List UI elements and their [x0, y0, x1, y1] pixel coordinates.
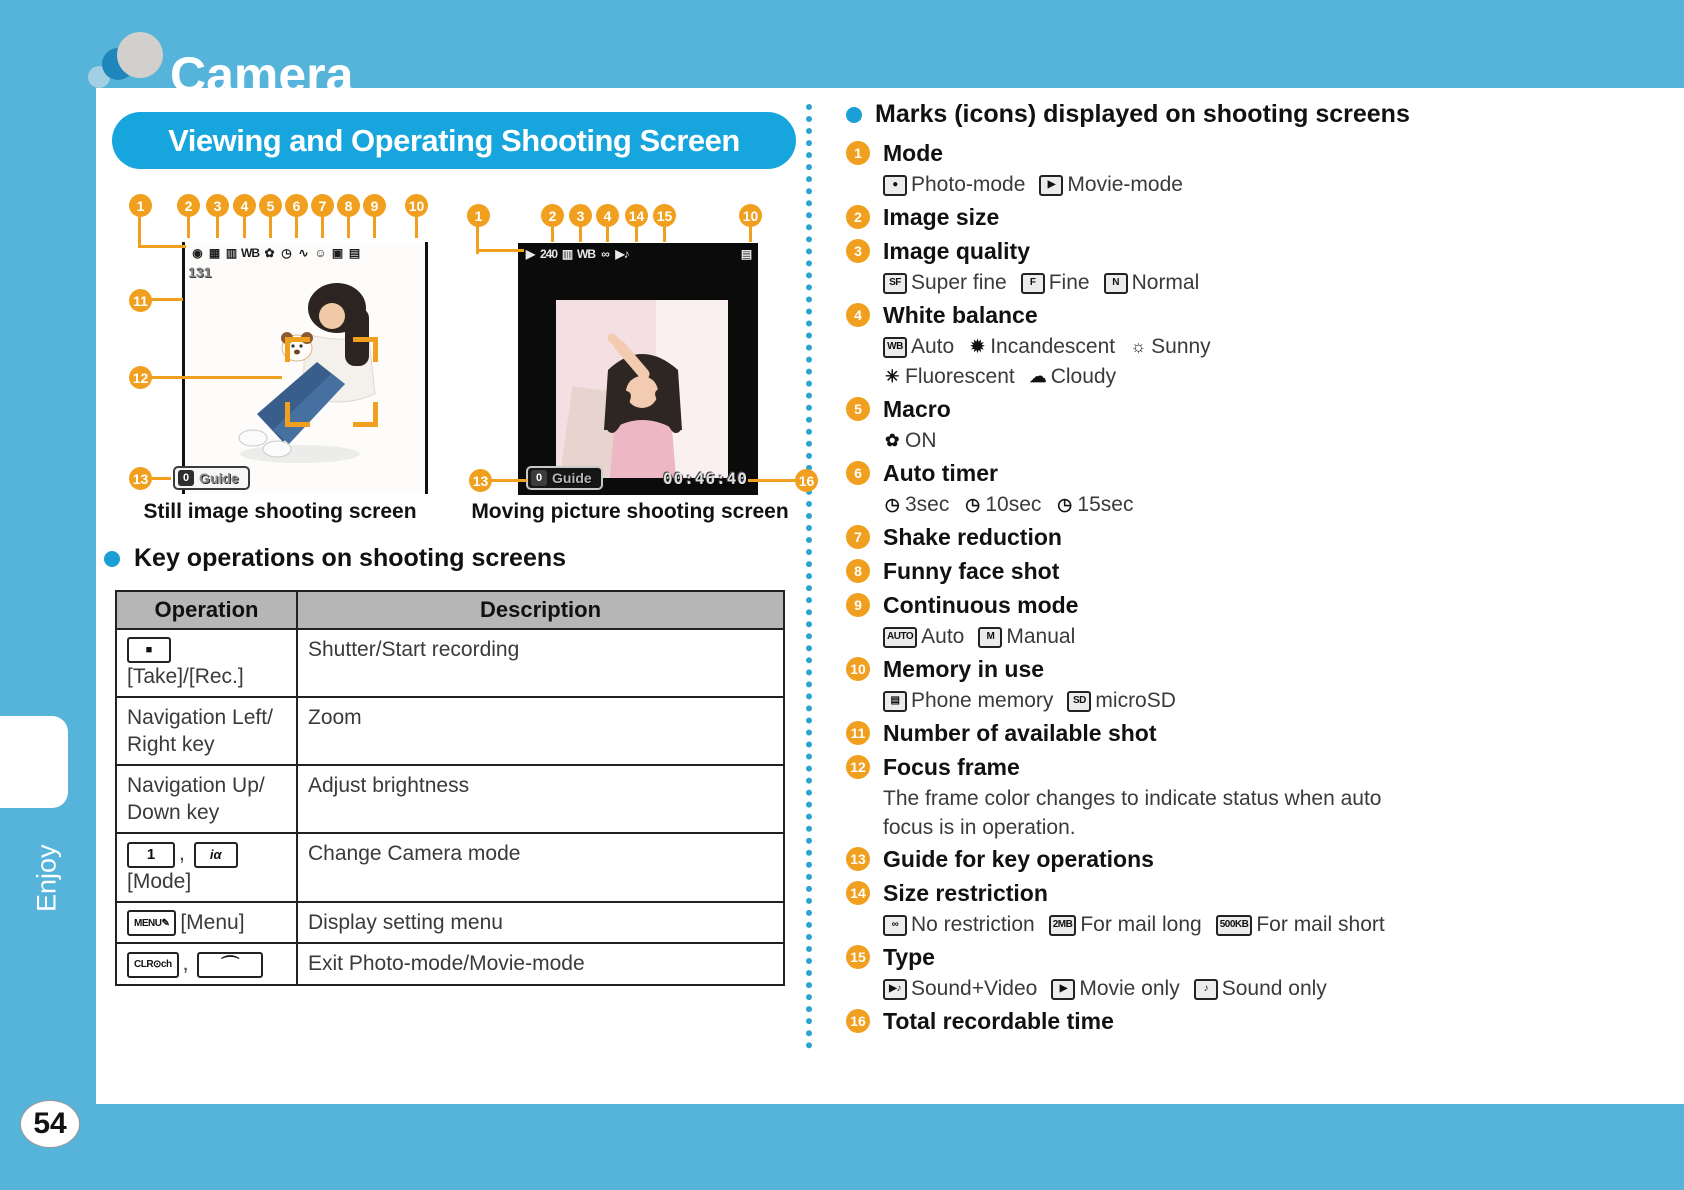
still-screen-figure: [182, 242, 428, 494]
mark-label: Number of available shot: [883, 720, 1157, 746]
white-balance-icon: WB: [241, 245, 259, 260]
mark-part: [1051, 974, 1179, 1004]
callout-line: [151, 298, 183, 301]
mark-item: [846, 393, 1646, 456]
mark-label: Shake reduction: [883, 524, 1062, 550]
mark-part: [883, 686, 1053, 716]
callout-line: [138, 216, 141, 248]
mark-number: 16: [846, 1009, 870, 1033]
normal-icon: N: [1104, 273, 1128, 294]
movie-screen-figure: [518, 243, 758, 495]
operation-text: [Take]/[Rec.]: [127, 665, 244, 689]
key-button-icon: iα: [194, 842, 238, 868]
mark-body: [883, 393, 1646, 456]
guide-key-icon: 0: [531, 470, 547, 486]
mark-part-text: Photo-mode: [911, 173, 1026, 196]
mark-body: [883, 877, 1646, 940]
callout-line: [321, 216, 324, 238]
image-size-icon: ▦: [208, 245, 220, 260]
callout-still-1: 1: [129, 194, 152, 217]
callout-still-2: 2: [177, 194, 200, 217]
guide-chip-label: Guide: [552, 470, 592, 486]
mark-body: [883, 521, 1646, 554]
mark-label: Mode: [883, 140, 944, 166]
continuous-manual-icon: M: [978, 627, 1002, 648]
mark-item: [846, 751, 1646, 842]
key-button-icon: ⌒: [197, 952, 263, 978]
mark-part-text: Super fine: [911, 271, 1007, 294]
callout-movie-10: 10: [739, 204, 762, 227]
mark-part-text: Fine: [1048, 271, 1090, 294]
mark-part-text: Sunny: [1151, 335, 1211, 358]
mark-part: [1067, 686, 1176, 716]
mark-body: [883, 299, 1646, 392]
mark-part: [883, 490, 949, 520]
movie-photo-illustration: [556, 300, 728, 478]
mark-part: [883, 170, 1025, 200]
callout-still-9: 9: [363, 194, 386, 217]
mark-number: 1: [846, 141, 870, 165]
table-row: [116, 833, 784, 901]
mark-body: [883, 201, 1646, 234]
mark-item: [846, 653, 1646, 716]
mark-label: Size restriction: [883, 880, 1048, 906]
mark-body: [883, 717, 1646, 750]
callout-line: [491, 479, 527, 482]
operation-cell: [116, 902, 297, 943]
guide-key-icon: 0: [178, 470, 194, 486]
mark-icon-line: [883, 622, 1646, 652]
description-cell: Change Camera mode: [297, 833, 784, 901]
mark-part-text: Incandescent: [990, 335, 1116, 358]
callout-line: [187, 216, 190, 238]
decorative-circle-gray-icon: [117, 32, 163, 78]
operation-cell: [116, 697, 297, 765]
callout-line: [347, 216, 350, 238]
mark-number: 15: [846, 945, 870, 969]
mark-part-text: 10sec: [985, 493, 1042, 516]
sunny-icon: ☼: [1130, 337, 1146, 356]
mark-number: 6: [846, 461, 870, 485]
operation-cell: [116, 943, 297, 984]
guide-chip: [526, 466, 603, 490]
callout-line: [138, 245, 186, 248]
column-divider: [806, 104, 812, 1049]
timer-15sec-icon: ◷: [1057, 495, 1072, 514]
mark-label: Image size: [883, 204, 1000, 230]
mark-icon-line: [883, 426, 1646, 456]
mark-body: [883, 137, 1646, 200]
mark-part-text: 15sec: [1077, 493, 1134, 516]
table-row: [116, 943, 784, 984]
mark-part: [978, 622, 1075, 652]
key-operations-table: [115, 590, 785, 986]
mark-body: [883, 653, 1646, 716]
key-operations-heading-label: Key operations on shooting screens: [134, 544, 567, 572]
mark-part-text: No restriction: [911, 913, 1035, 936]
continuous-mode-icon: ▣: [331, 245, 343, 260]
movie-status-icon-row: [523, 246, 753, 261]
mark-part-text: Sound+Video: [911, 977, 1038, 1000]
mark-item: [846, 877, 1646, 940]
mark-body: [883, 941, 1646, 1004]
fine-icon: F: [1021, 273, 1045, 294]
recordable-time-value: 00:46:40: [662, 469, 748, 488]
callout-line: [269, 216, 272, 238]
mark-label: Continuous mode: [883, 592, 1079, 618]
mail-long-icon: 2MB: [1049, 915, 1077, 936]
mark-part: [883, 622, 964, 652]
mark-part-text: Sound only: [1221, 977, 1327, 1000]
callout-line: [415, 216, 418, 238]
macro-icon: ✿: [264, 245, 274, 260]
shake-reduction-icon: ∿: [298, 245, 308, 260]
wb-auto-icon: WB: [883, 337, 907, 358]
mark-part: [1216, 910, 1385, 940]
mark-item: [846, 941, 1646, 1004]
table-row: [116, 629, 784, 697]
mark-part: [1049, 910, 1202, 940]
callout-line: [373, 216, 376, 238]
mark-icon-line: [883, 490, 1646, 520]
mark-number: 12: [846, 755, 870, 779]
operation-text: Navigation Up/ Down key: [127, 774, 265, 825]
operation-text: ,: [182, 952, 195, 976]
mark-label: Macro: [883, 396, 951, 422]
table-row: [116, 902, 784, 943]
callout-still-4: 4: [233, 194, 256, 217]
mark-item: [846, 299, 1646, 392]
callout-movie-16: 16: [795, 469, 818, 492]
callout-still-8: 8: [337, 194, 360, 217]
marks-heading: [846, 100, 1646, 129]
auto-timer-icon: ◷: [281, 245, 291, 260]
mark-label: Funny face shot: [883, 558, 1060, 584]
mark-part-text: Fluorescent: [905, 365, 1015, 388]
mark-part-text: For mail short: [1256, 913, 1385, 936]
mark-number: 8: [846, 559, 870, 583]
mark-label: Auto timer: [883, 460, 998, 486]
funny-face-icon: ☺: [314, 245, 326, 260]
mark-part: [1021, 268, 1090, 298]
mark-icon-line: [883, 268, 1646, 298]
mark-part-text: Cloudy: [1050, 365, 1117, 388]
mark-part-text: For mail long: [1080, 913, 1202, 936]
mark-number: 11: [846, 721, 870, 745]
mark-part: [1039, 170, 1183, 200]
description-cell: Zoom: [297, 697, 784, 765]
section-banner-label: Viewing and Operating Shooting Screen: [168, 122, 740, 158]
guide-chip: [173, 466, 250, 490]
mark-item: [846, 843, 1646, 876]
mark-label: Memory in use: [883, 656, 1045, 682]
mark-icon-line: [883, 686, 1646, 716]
mark-description: The frame color changes to indicate status when auto focus is in operation.: [883, 787, 1382, 839]
mark-body: [883, 751, 1646, 842]
callout-still-7: 7: [311, 194, 334, 217]
operation-text: ,: [179, 842, 191, 866]
phone-memory-icon: ▤: [348, 245, 360, 260]
mark-number: 5: [846, 397, 870, 421]
description-cell: Exit Photo-mode/Movie-mode: [297, 943, 784, 984]
movie-mode-icon: ▶: [525, 246, 535, 261]
image-size-icon: 240: [540, 246, 558, 261]
key-button-icon: 1: [127, 842, 175, 868]
mark-part-text: Movie only: [1079, 977, 1180, 1000]
callout-movie-2: 2: [541, 204, 564, 227]
mark-item: [846, 137, 1646, 200]
cloudy-icon: ☁: [1029, 367, 1046, 386]
callout-movie-13: 13: [469, 469, 492, 492]
section-banner: [112, 112, 796, 169]
image-quality-icon: ▥: [225, 245, 237, 260]
table-row: [116, 765, 784, 833]
callout-line: [635, 226, 638, 242]
still-screen-caption: Still image shooting screen: [143, 500, 417, 523]
callout-movie-4: 4: [596, 204, 619, 227]
super-fine-icon: SF: [883, 273, 907, 294]
movie-mode-icon: ▶: [1039, 175, 1063, 196]
mark-body: [883, 555, 1646, 588]
callout-line: [749, 226, 752, 242]
mark-number: 9: [846, 593, 870, 617]
bullet-icon: [846, 107, 862, 123]
mark-icon-line: [883, 910, 1646, 940]
guide-chip-label: Guide: [199, 470, 239, 486]
size-restriction-icon: ∞: [601, 246, 609, 261]
mark-part: [883, 268, 1007, 298]
bottom-bar: [0, 1104, 1684, 1190]
mark-number: 7: [846, 525, 870, 549]
mark-part-text: Phone memory: [911, 689, 1054, 712]
callout-line: [243, 216, 246, 238]
callout-still-3: 3: [206, 194, 229, 217]
macro-on-icon: ✿: [885, 431, 899, 450]
mark-part: [963, 490, 1041, 520]
mark-part: [1055, 490, 1133, 520]
mark-part: [1104, 268, 1200, 298]
mark-body: [883, 457, 1646, 520]
mark-part-text: Manual: [1006, 625, 1076, 648]
type-icon: ▶♪: [615, 246, 629, 261]
mark-part: [883, 974, 1037, 1004]
mark-item: [846, 521, 1646, 554]
description-cell: Shutter/Start recording: [297, 629, 784, 697]
photo-mode-icon: ●: [883, 175, 907, 196]
incandescent-icon: ✹: [970, 337, 985, 356]
mark-part: [883, 332, 954, 362]
operation-text: Navigation Left/ Right key: [127, 706, 273, 757]
movie-screen-caption: Moving picture shooting screen: [471, 500, 789, 523]
mark-icon-line: [883, 332, 1646, 362]
side-bar: [0, 88, 96, 1190]
callout-still-10: 10: [405, 194, 428, 217]
mark-part: [883, 910, 1035, 940]
mark-number: 10: [846, 657, 870, 681]
column-header-operation: Operation: [116, 591, 297, 629]
mark-label: Guide for key operations: [883, 846, 1154, 872]
sound-only-icon: ♪: [1194, 979, 1218, 1000]
description-cell: Adjust brightness: [297, 765, 784, 833]
callout-line: [579, 226, 582, 242]
still-status-icon-row: [190, 245, 420, 260]
page-title: Camera: [170, 46, 354, 103]
callout-still-11: 11: [129, 289, 152, 312]
mark-part: [1029, 362, 1116, 392]
mark-part-text: 3sec: [905, 493, 950, 516]
mark-part-text: Auto: [921, 625, 965, 648]
mark-item: [846, 1005, 1646, 1038]
mark-item: [846, 717, 1646, 750]
callout-line: [151, 477, 171, 480]
mark-body: [883, 1005, 1646, 1038]
mark-part-text: Normal: [1131, 271, 1200, 294]
phone-memory-icon: ▤: [740, 246, 752, 261]
callout-movie-3: 3: [569, 204, 592, 227]
marks-section: [846, 100, 1646, 1039]
mark-part: [1129, 332, 1211, 362]
photo-mode-icon: ◉: [192, 245, 202, 260]
mark-icon-line: [883, 974, 1646, 1004]
mark-body: [883, 589, 1646, 652]
focus-frame: [285, 337, 378, 427]
mark-part-text: microSD: [1095, 689, 1176, 712]
fluorescent-icon: ✳: [885, 367, 899, 386]
operation-cell: [116, 833, 297, 901]
key-button-icon: MENU✎: [127, 910, 176, 936]
mark-part: [968, 332, 1115, 362]
callout-line: [476, 249, 524, 252]
sound-video-icon: ▶♪: [883, 979, 907, 1000]
mark-part: [883, 426, 937, 456]
mark-item: [846, 201, 1646, 234]
callout-line: [606, 226, 609, 242]
mark-label: Focus frame: [883, 754, 1020, 780]
no-restriction-icon: ∞: [883, 915, 907, 936]
callout-line: [295, 216, 298, 238]
mark-label: Total recordable time: [883, 1008, 1114, 1034]
key-button-icon: ■: [127, 637, 171, 663]
callout-movie-14: 14: [625, 204, 648, 227]
callout-line: [551, 226, 554, 242]
operation-text: [Mode]: [127, 869, 192, 893]
column-header-description: Description: [297, 591, 784, 629]
callout-still-6: 6: [285, 194, 308, 217]
white-balance-icon: WB: [577, 246, 596, 261]
callout-still-5: 5: [259, 194, 282, 217]
mark-number: 2: [846, 205, 870, 229]
image-quality-icon: ▥: [561, 246, 573, 261]
timer-10sec-icon: ◷: [965, 495, 980, 514]
mark-number: 4: [846, 303, 870, 327]
microsd-icon: SD: [1067, 691, 1091, 712]
description-cell: Display setting menu: [297, 902, 784, 943]
mark-number: 13: [846, 847, 870, 871]
mark-icon-line: [883, 362, 1646, 392]
callout-line: [151, 376, 282, 379]
timer-3sec-icon: ◷: [884, 495, 900, 514]
key-button-icon: CLR⊙ch: [127, 952, 179, 978]
marks-heading-label: Marks (icons) displayed on shooting screens: [875, 100, 1410, 128]
operation-cell: [116, 629, 297, 697]
mark-item: [846, 235, 1646, 298]
available-shots-value: 131: [188, 264, 212, 280]
continuous-auto-icon: AUTO: [883, 627, 917, 648]
page-number: 54: [20, 1100, 80, 1148]
mark-part-text: ON: [905, 429, 937, 452]
callout-line: [748, 479, 795, 482]
callout-movie-15: 15: [653, 204, 676, 227]
mail-short-icon: 500KB: [1216, 915, 1253, 936]
mark-item: [846, 555, 1646, 588]
mark-icon-line: [883, 170, 1646, 200]
key-operations-heading: [104, 544, 566, 573]
mark-item: [846, 589, 1646, 652]
mark-part: [883, 362, 1015, 392]
mark-number: 3: [846, 239, 870, 263]
callout-line: [663, 226, 666, 242]
mark-label: White balance: [883, 302, 1038, 328]
mark-body: [883, 843, 1646, 876]
mark-number: 14: [846, 881, 870, 905]
mark-part: [1194, 974, 1327, 1004]
operation-cell: [116, 765, 297, 833]
phone-memory-icon: ▤: [883, 691, 907, 712]
mark-label: Type: [883, 944, 935, 970]
mark-body: [883, 235, 1646, 298]
callout-still-13: 13: [129, 467, 152, 490]
callout-still-12: 12: [129, 366, 152, 389]
section-tab-marker: [0, 716, 68, 808]
callout-line: [216, 216, 219, 238]
section-label: Enjoy: [31, 844, 62, 912]
table-row: [116, 697, 784, 765]
mark-part-text: Movie-mode: [1067, 173, 1183, 196]
callout-movie-1: 1: [467, 204, 490, 227]
operation-text: [Menu]: [180, 910, 245, 934]
mark-part-text: Auto: [911, 335, 955, 358]
movie-only-icon: ▶: [1051, 979, 1075, 1000]
bullet-icon: [104, 551, 120, 567]
mark-item: [846, 457, 1646, 520]
mark-label: Image quality: [883, 238, 1030, 264]
